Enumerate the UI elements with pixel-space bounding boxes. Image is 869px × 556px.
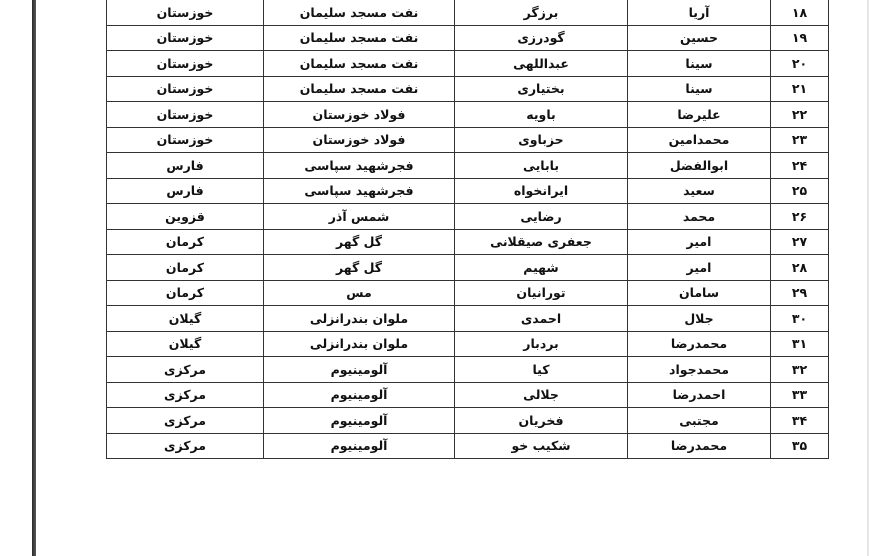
row-number-cell: ۲۸ [771,255,829,281]
page-left-edge [32,0,36,556]
first-name-cell: مجتبی [628,408,771,434]
club-name-cell: آلومینیوم [264,433,455,459]
table-row [107,51,829,77]
first-name-cell: محمدرضا [628,433,771,459]
province-name-cell: کرمان [107,229,264,255]
last-name-cell: جعفری صیقلانی [455,229,628,255]
last-name-cell: فخریان [455,408,628,434]
club-name-cell: فولاد خوزستان [264,127,455,153]
club-name-cell: گل گهر [264,229,455,255]
table-row [107,102,829,128]
last-name-cell: ایرانخواه [455,178,628,204]
viewer-gutter [0,0,32,556]
first-name-cell: سینا [628,76,771,102]
row-number-cell: ۱۸ [771,0,829,25]
table-row [107,178,829,204]
last-name-cell: بختیاری [455,76,628,102]
first-name-cell: محمد [628,204,771,230]
province-name-cell: فارس [107,153,264,179]
province-name-cell: کرمان [107,255,264,281]
last-name-cell: برزگر [455,0,628,25]
first-name-cell: احمدرضا [628,382,771,408]
row-number-cell: ۲۱ [771,76,829,102]
province-name-cell: کرمان [107,280,264,306]
club-name-cell: شمس آذر [264,204,455,230]
last-name-cell: باویه [455,102,628,128]
club-name-cell: آلومینیوم [264,382,455,408]
club-name-cell: ملوان بندرانزلی [264,331,455,357]
first-name-cell: امیر [628,255,771,281]
last-name-cell: بردبار [455,331,628,357]
province-name-cell: گیلان [107,306,264,332]
club-name-cell: گل گهر [264,255,455,281]
row-number-cell: ۲۲ [771,102,829,128]
table-row [107,357,829,383]
first-name-cell: ابوالفضل [628,153,771,179]
table-row [107,280,829,306]
row-number-cell: ۲۷ [771,229,829,255]
table-row [107,408,829,434]
table-row [107,255,829,281]
club-name-cell: نفت مسجد سلیمان [264,0,455,25]
province-name-cell: مرکزی [107,357,264,383]
last-name-cell: عبداللهی [455,51,628,77]
province-name-cell: خوزستان [107,25,264,51]
row-number-cell: ۲۵ [771,178,829,204]
club-name-cell: نفت مسجد سلیمان [264,25,455,51]
province-name-cell: خوزستان [107,76,264,102]
table-row [107,204,829,230]
last-name-cell: احمدی [455,306,628,332]
club-name-cell: نفت مسجد سلیمان [264,76,455,102]
province-name-cell: فارس [107,178,264,204]
table-row [107,153,829,179]
province-name-cell: مرکزی [107,382,264,408]
last-name-cell: جلالی [455,382,628,408]
table-row [107,382,829,408]
club-name-cell: ملوان بندرانزلی [264,306,455,332]
first-name-cell: محمدامین [628,127,771,153]
table-row [107,76,829,102]
province-name-cell: گیلان [107,331,264,357]
club-name-cell: نفت مسجد سلیمان [264,51,455,77]
first-name-cell: سامان [628,280,771,306]
row-number-cell: ۳۰ [771,306,829,332]
province-name-cell: خوزستان [107,127,264,153]
province-name-cell: مرکزی [107,408,264,434]
table-row [107,331,829,357]
row-number-cell: ۲۰ [771,51,829,77]
province-name-cell: خوزستان [107,51,264,77]
row-number-cell: ۳۱ [771,331,829,357]
club-name-cell: فجرشهید سپاسی [264,153,455,179]
last-name-cell: کیا [455,357,628,383]
row-number-cell: ۲۴ [771,153,829,179]
last-name-cell: شهیم [455,255,628,281]
row-number-cell: ۲۹ [771,280,829,306]
last-name-cell: تورانیان [455,280,628,306]
table-row [107,229,829,255]
first-name-cell: جلال [628,306,771,332]
row-number-cell: ۳۲ [771,357,829,383]
row-number-cell: ۲۳ [771,127,829,153]
first-name-cell: سعید [628,178,771,204]
last-name-cell: حزباوی [455,127,628,153]
table-row [107,25,829,51]
player-roster-table [106,0,829,459]
last-name-cell: بابایی [455,153,628,179]
first-name-cell: محمدجواد [628,357,771,383]
club-name-cell: آلومینیوم [264,357,455,383]
province-name-cell: خوزستان [107,0,264,25]
first-name-cell: علیرضا [628,102,771,128]
table-row [107,433,829,459]
table-row [107,127,829,153]
first-name-cell: آریا [628,0,771,25]
first-name-cell: سینا [628,51,771,77]
first-name-cell: امیر [628,229,771,255]
row-number-cell: ۲۶ [771,204,829,230]
row-number-cell: ۳۵ [771,433,829,459]
first-name-cell: محمدرضا [628,331,771,357]
row-number-cell: ۳۴ [771,408,829,434]
row-number-cell: ۱۹ [771,25,829,51]
club-name-cell: فولاد خوزستان [264,102,455,128]
last-name-cell: گودرزی [455,25,628,51]
row-number-cell: ۳۳ [771,382,829,408]
province-name-cell: مرکزی [107,433,264,459]
club-name-cell: مس [264,280,455,306]
table-row [107,306,829,332]
table-row [107,0,829,25]
last-name-cell: رضایی [455,204,628,230]
club-name-cell: فجرشهید سپاسی [264,178,455,204]
province-name-cell: خوزستان [107,102,264,128]
province-name-cell: قزوین [107,204,264,230]
first-name-cell: حسین [628,25,771,51]
roster-body [107,0,829,459]
last-name-cell: شکیب خو [455,433,628,459]
club-name-cell: آلومینیوم [264,408,455,434]
